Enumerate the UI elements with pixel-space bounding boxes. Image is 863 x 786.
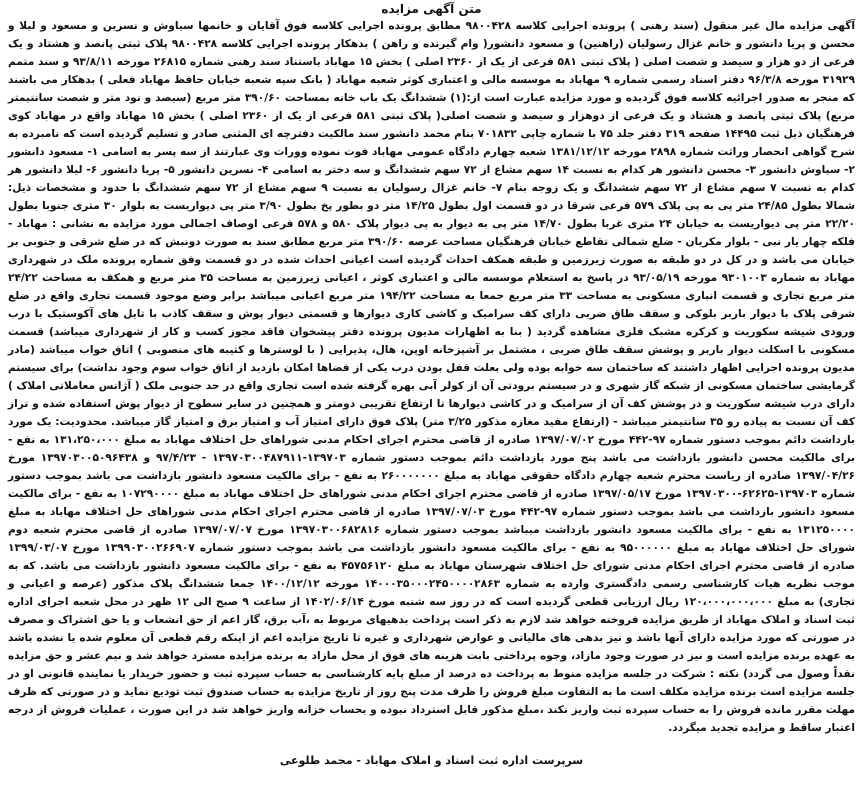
notice-signature: سرپرست اداره ثبت اسناد و املاک مهاباد - محمد طلوعی (279, 754, 584, 767)
notice-body: آگهی مزایده مال غیر منقول (سند رهنی ) پرونده اجرایی کلاسه ۹۸۰۰۴۲۸ مطابق پرونده اجرایی کلاسه فوق آقایان و خانمها سیاوش و نسرین و مسعود و لیلا و محسن و پریا دانشور و خانم غزال رسولیان (راهنین) و مسعود دانشور( وام گیرنده و راهن ) بدهکار پرونده اجرایی کلاسه ۹۸۰۰۴۲۸ پلاک ثبتی پانصد و هشتاد و یک فرعی از دو هزار و سیصد و شصت اصلی ( پلاک ثبتی ۵۸۱ فرعی از یک از ۲۳۶۰ اصلی ) بخش ۱۵ مهاباد باستناد سند رهنی شماره ۲۶۸۱۵ مورخه ۹۳/۸/۱۱ و سند متمم ۳۱۹۲۹ مورخه ۹۶/۳/۸ دفتر اسناد رسمی شماره ۹ مهاباد به موسسه مالی و اعتباری کوثر شعبه مهاباد ( بانک سپه شعبه خیابان حافظ مهاباد فعلی ) بدهکار می باشند که منجر به صدور اجرائیه کلاسه فوق گردیده و مورد مزایده عبارت است از:(۱) ششدانگ یک باب خانه بمساحت ۳۹۰/۶۰ متر مربع (سیصد و نود متر و شصت سانتیمتر مربع) پلاک ثبتی پانصد و هشتاد و یک فرعی از دوهزار و سیصد و شصت اصلی( پلاک ثبتی ۵۸۱ فرعی از یک از ۲۳۶۰ اصلی ) بخش ۱۵ مهاباد واقع در مهاباد کوی فرهنگیان ذیل ثبت ۱۴۴۹۵ صفحه ۳۱۹ دفتر جلد ۷۵ با شماره چاپی ۷۰۱۸۳۲ بنام محمد دانشور سند مالکیت دفترچه ای المثنی صادر و تسلیم گردیده است که نامبرده به شرح گواهی انحصار وراثت شماره ۲۸۹۸ مورخه ۱۳۸۱/۱۲/۱۲ شعبه چهارم دادگاه عمومی مهاباد فوت نموده وورات وی عبارتند از سه پسر به اسامی ۱- مسعود دانشور ۲- سیاوش دانشور ۳- محسن دانشور هر کدام به نسبت ۱۴ سهم مشاع از ۷۲ سهم ششدانگ و سه دختر به اسامی ۴- نسرین دانشور ۵- پریا دانشور ۶- لیلا دانشور هر کدام به نسبت ۷ سهم مشاع از ۷۲ سهم ششدانگ و یک زوجه بنام ۷- خانم غزال رسولیان به نسبت ۹ سهم مشاع از ۷۲ سهم ششدانگ با حدود و مشخصات ذیل: شمالا بطول ۲۴/۸۵ متر پی به پی پلاک ۵۷۹ فرعی شرقا در دو قسمت اول بطول ۱۴/۲۵ متر دو بطور پخ بطول ۳/۹۰ متر پی دیواریست به بلوار ۳۰ متری جنوبا بطول ۲۲/۲۰ متر پی دیواریست به خیابان ۲۴ متری غربا بطول ۱۴/۷۰ متر پی به دیوار به پی دیوار پلاک ۵۸۰ و ۵۷۸ فرعی اوصاف اجمالی مورد مزایده به نشانی : مهاباد - فلکه چهار یار نبی - بلوار مکریان - ضلع شمالی تقاطع خیابان فرهنگیان مساحت عرصه ۳۹۰/۶۰ متر مربع مطابق سند به صورت دونبش که در ضلع شرقی و جنوبی بر خیابان می باشد و در کل در دو طبقه به صورت زیرزمین و طبقه همکف احداث گردیده است اعیانی احداث شده در دو قسمت وفق شماره پرونده ملک در شهرداری مهاباد به شماره ۹۳۰۱۰۰۳ مورخه ۹۳/۰۵/۱۹ در پاسخ به استعلام موسسه مالی و اعتباری کوثر ، اعیانی زیرزمین به مساحت ۳۵ متر مربع و همکف به مساحت ۲۴/۲۲ متر مربع تجاری و قسمت انباری مسکونی به مساحت ۳۳ متر مربع جمعا به مساحت ۱۹۴/۲۲ متر مربع اعیانی میباشد برابر وضع موجود قسمت تجاری واقع در ضلع شرقی پلاک با دیوار باربر بلوکی و سقف طاق ضربی دارای کف سرامیک و کاشی کاری دیوارها و قسمتی دیوار پوش و سقف کاذب با تایل های آکوستیک با درب ورودی شیشه سکوریت و کرکره مشبک فلزی مشاهده گردید ( بنا به اظهارات مدیون پرونده دفتر پیشخوان فاقد مجوز کسب و کار از شهرداری میباشد) قسمت مسکونی با اسکلت دیوار باربر و پوشش سقف طاق ضربی ، مشتمل بر آشپزخانه اوپن، هال، پذیرایی ( با لوسترها و کتیبه های منصوبی ) اتاق خواب میباشد (مادر مدیون پرونده اجرایی اظهار داشتند که ساختمان سه خوابه بوده ولی بعلت قفل بودن درب یکی از فضاها امکان بازدید از اتاق خواب سوم وجود نداشت) برای سیستم گرمایشی ساختمان مسکونی از شبکه گاز شهری و در سیستم برودتی آن از کولر آبی بهره گرفته شده است تجاری واقع در حد جنوبی ملک ( آژانس معاملاتی املاک ) دارای درب شیشه سکوریت و در پوشش کف آن از سرامیک و در کاشی دیوارها تا ارتفاع تقریبی دومتر و همچنین در سایر سطوح از دیوار پوش استفاده شده و تراز کف آن نسبت به پیاده رو ۳۵ سانتیمتر میباشد - (ارتفاع مفید مغازه مذکور ۳/۲۵ متر) پلاک فوق دارای امتیاز آب و امتیاز برق و امتیاز گاز میباشد. محدودیت: یک مورد بازداشت دائم بموجب دستور شماره ۹۷-۴۴۲ مورخ ۱۳۹۷/۰۷/۰۲ صادره از قاضی محترم اجرای احکام مدنی شوراهای حل اختلاف مهاباد به مبلغ ۱۳۱،۲۵۰،۰۰۰ به نفع - برای مالکیت محسن دانشور بازداشت می باشد پنج مورد بازداشت دائم بموجب دستور شماره ۱۳۹۷۰۳-۱۳۹۷۰۳۰۰۴۸۷۹۱۱ - ۹۷/۴/۲۳ و ۱۳۹۷۰۳۰۰۵۰۹۶۴۳۸ مورخ ۱۳۹۷/۰۴/۲۶ صادره از ریاست محترم شعبه چهارم دادگاه حقوقی مهاباد به مبلغ ۲۶۰۰۰۰۰۰۰ به نفع - برای مالکیت مسعود دانشور بازداشت می باشد بموجب دستور شماره ۱۳۹۷۰۳-۶۲۶۲۵-۱۳۹۷۰۳۰۰ مورخ ۱۳۹۷/۰۵/۱۷ صادره از قاضی محترم اجرای احکام مدنی شوراهای حل اختلاف مهاباد به مبلغ ۱۰۷۲۹۰۰۰۰ به نفع - برای مالکیت مسعود دانشور بازداشت می باشد بموجب دستور شماره ۹۷-۴۴۲ مورخ ۱۳۹۷/۰۷/۰۳ صادره از قاضی محترم اجرای احکام مدنی شوراهای حل اختلاف مهاباد به مبلغ ۱۳۱۲۵۰۰۰۰ به نفع - برای مالکیت مسعود دانشور بازداشت میباشد بموجب دستور شماره ۱۳۹۷۰۳۰۰۶۸۲۸۱۶ مورخ ۱۳۹۷/۰۷/۰۷ صادره از قاضی محترم شعبه دوم شورای حل اختلاف مهاباد به مبلغ ۹۵۰۰۰۰۰۰ به نفع - برای مالکیت مسعود دانشور بازداشت می باشد بموجب دستور شماره ۱۳۹۹۰۳۰۰۲۶۶۹۰۷ مورخ ۱۳۹۹/۰۳/۰۷ صادره از قاضی محترم اجرای احکام مدنی شورای حل اختلاف شهرستان مهاباد به مبلغ ۴۵۷۵۶۱۲۰ به نفع - برای مالکیت مسعود دانشور بازداشت می باشد. که به موجب نظریه هیات کارشناسی رسمی دادگستری وارده به شماره ۱۴۰۰۰۳۵۰۰۰۲۴۵۰۰۰۰۲۸۶۳ مورخه ۱۴۰۰/۱۲/۱۲ جمعا ششدانگ پلاک مذکور (عرصه و اعیانی و تجاری) به مبلغ ۱۲۰،۰۰۰،۰۰۰،۰۰۰ ریال ارزیابی قطعی گردیده است که در روز سه شنبه مورخ ۱۴۰۲/۰۶/۱۴ از ساعت ۹ صبح الی ۱۲ ظهر در محل شعبه اجرای اداره ثبت اسناد و املاک مهاباد از طریق مزایده فروخته خواهد شد لازم به ذکر است پرداخت بدهیهای مربوط به ،آب برق، گاز اعم از حق انشعاب و یا حق اشتراک و مصرف در صورتی که مورد مزایده دارای آنها باشد و نیز بدهی های مالیاتی و عوارض شهرداری و غیره تا تاریخ مزایده اعم از اینکه رقم قطعی آن معلوم شده یا نشده باشد به عهده برنده مزایده است و نیز در صورت وجود مازاد، وجوه پرداختی بابت هزینه های فوق از محل مازاد به برنده مزایده مسترد خواهد شد و نیم عشر و حق مزایده نقداً وصول می گردد) نکته : شرکت در جلسه مزایده منوط به پرداخت ده درصد از مبلغ پایه کارشناسی به حساب سپرده ثبت و حضور خریدار یا نماینده قانونی او در جلسه مزایده است برنده مزایده مکلف است ما به التفاوت مبلغ فروش را ظرف مدت پنج روز از تاریخ مزایده به حساب صندوق ثبت تودیع نماید و در صورتی که ظرف مهلت مقرر مانده فروش را به حساب سپرده ثبت واریز نکند ،مبلغ مذکور قابل استرداد نبوده و بحساب خزانه واریز خواهد شد در این صورت ، عملیات فروش از درجه اعتبار ساقط و مزایده تجدید میگردد. (7, 20, 856, 734)
notice-title: متن آگهی مزایده (381, 2, 482, 16)
